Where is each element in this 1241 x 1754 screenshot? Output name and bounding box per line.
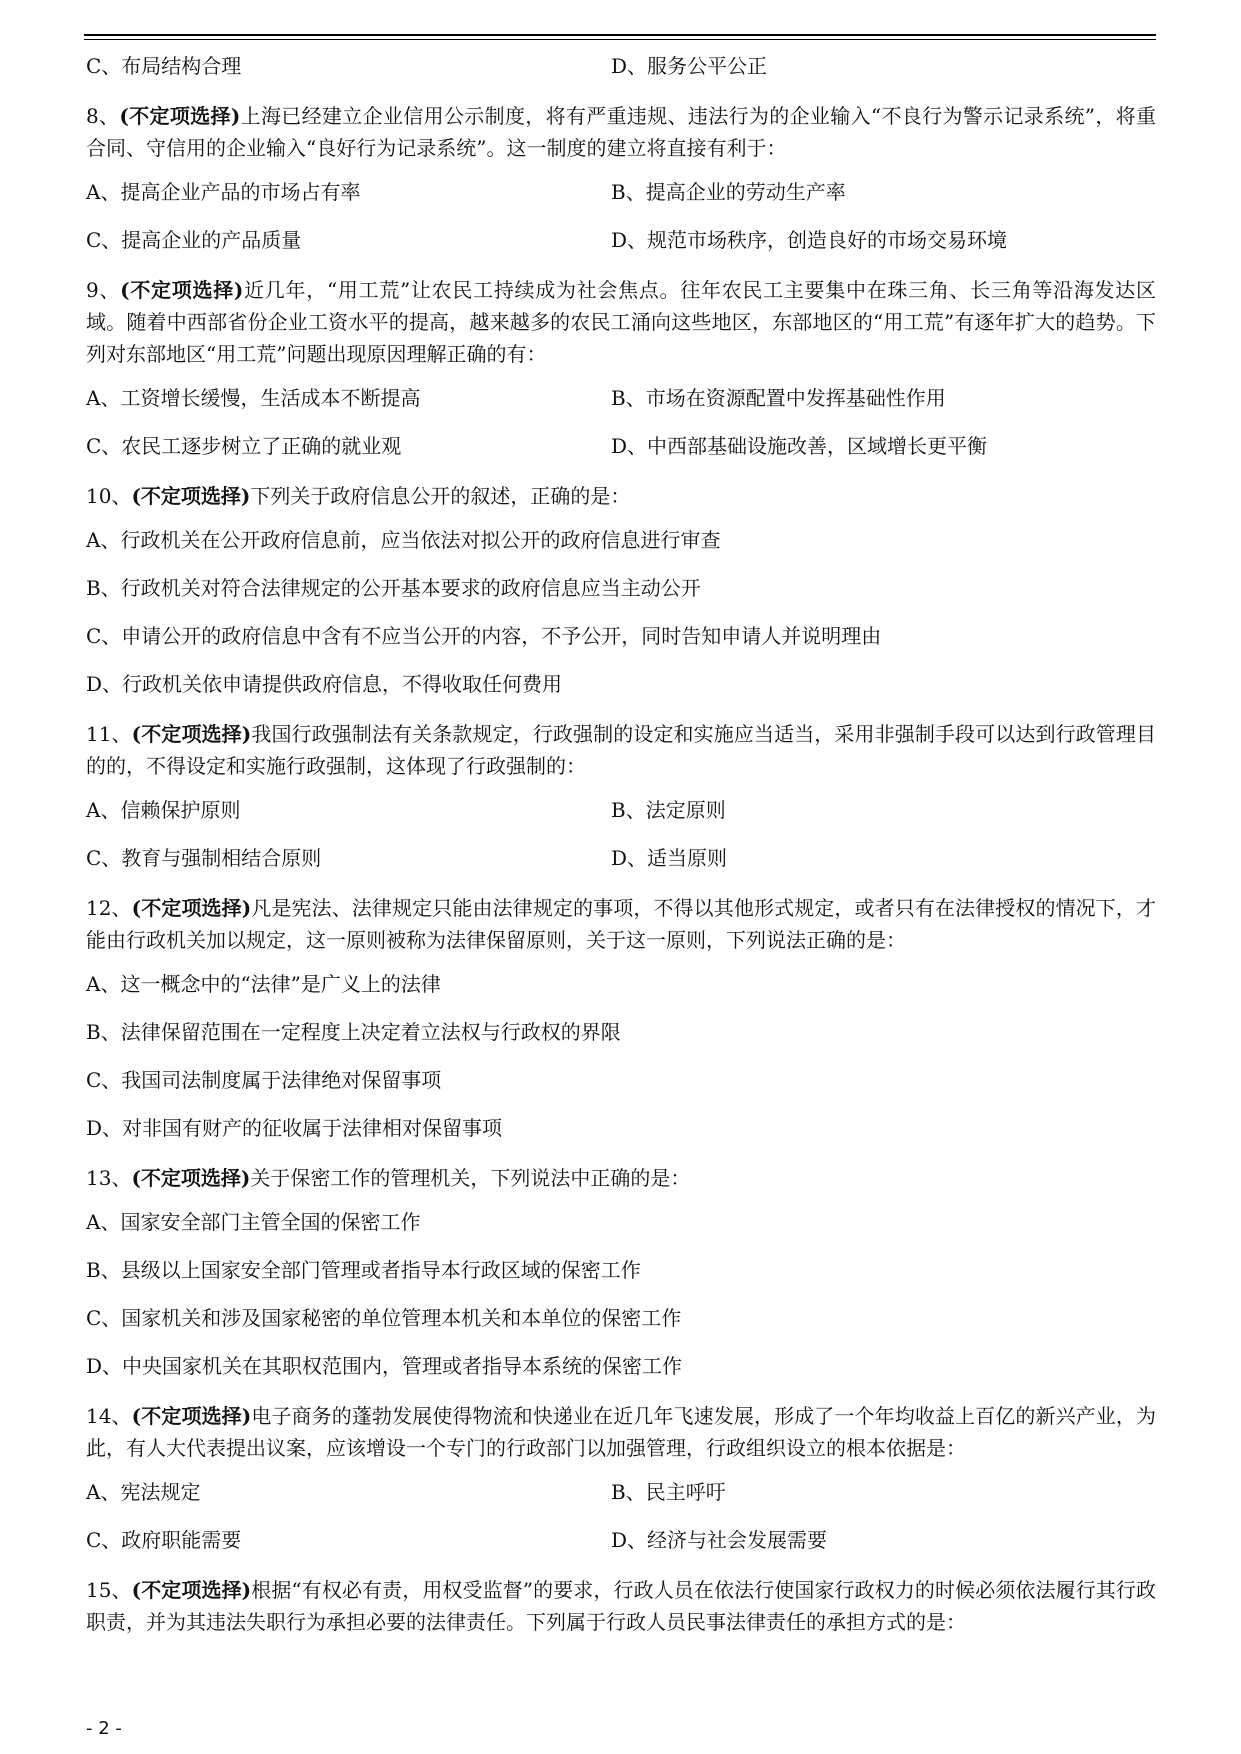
page-number: - 2 -: [86, 1718, 122, 1739]
option-row: C、教育与强制相结合原则 D、适当原则: [86, 846, 728, 870]
question-10: 10、(不定项选择)下列关于政府信息公开的叙述，正确的是：: [86, 484, 631, 508]
option-row: A、宪法规定 B、民主呼吁: [86, 1480, 726, 1504]
option: A、这一概念中的“法律”是广义上的法律: [86, 972, 441, 996]
question-11: 11、(不定项选择)我国行政强制法有关条款规定，行政强制的设定和实施应当适当，采用非强制手段可以达到行政管理目的的，不得设定和实施行政强制，这体现了行政强制的：: [86, 722, 1156, 778]
option-d: D、服务公平公正: [611, 54, 768, 78]
option-row: C、政府职能需要 D、经济与社会发展需要: [86, 1528, 828, 1552]
option-c: C、布局结构合理: [86, 54, 242, 78]
option: B、法律保留范围在一定程度上决定着立法权与行政权的界限: [86, 1020, 621, 1044]
option: A、行政机关在公开政府信息前，应当依法对拟公开的政府信息进行审查: [86, 528, 721, 552]
question-13: 13、(不定项选择)关于保密工作的管理机关，下列说法中正确的是：: [86, 1166, 691, 1190]
option: C、我国司法制度属于法律绝对保留事项: [86, 1068, 442, 1092]
header-rule-thin: [84, 39, 1156, 40]
option-row: A、信赖保护原则 B、法定原则: [86, 798, 726, 822]
question-15: 15、(不定项选择)根据“有权必有责，用权受监督”的要求，行政人员在依法行使国家行政权力的时候必须依法履行其行政职责，并为其违法失职行为承担必要的法律责任。下列属于行政人员民事法律责任的承担方式的是：: [86, 1578, 1156, 1634]
question-9: 9、(不定项选择)近几年，“用工荒”让农民工持续成为社会焦点。往年农民工主要集中在珠三角、长三角等沿海发达区域。随着中西部省份企业工资水平的提高，越来越多的农民工涌向这些地区，东部地区的“用工荒”有逐年扩大的趋势。下列对东部地区“用工荒”问题出现原因理解正确的有：: [86, 278, 1156, 366]
question-8: 8、(不定项选择)上海已经建立企业信用公示制度，将有严重违规、违法行为的企业输入“不良行为警示记录系统”，将重合同、守信用的企业输入“良好行为记录系统”。这一制度的建立将直接有利于：: [86, 104, 1156, 160]
option-row: A、提高企业产品的市场占有率 B、提高企业的劳动生产率: [86, 180, 846, 204]
option: D、对非国有财产的征收属于法律相对保留事项: [86, 1116, 503, 1140]
option: C、申请公开的政府信息中含有不应当公开的内容，不予公开，同时告知申请人并说明理由: [86, 624, 882, 648]
option: B、行政机关对符合法律规定的公开基本要求的政府信息应当主动公开: [86, 576, 701, 600]
question-12: 12、(不定项选择)凡是宪法、法律规定只能由法律规定的事项，不得以其他形式规定，或者只有在法律授权的情况下，才能由行政机关加以规定，这一原则被称为法律保留原则，关于这一原则，下列说法正确的是：: [86, 896, 1156, 952]
option: D、行政机关依申请提供政府信息，不得收取任何费用: [86, 672, 563, 696]
option-row: A、工资增长缓慢，生活成本不断提高 B、市场在资源配置中发挥基础性作用: [86, 386, 946, 410]
option: B、县级以上国家安全部门管理或者指导本行政区域的保密工作: [86, 1258, 641, 1282]
header-rule: [84, 34, 1156, 36]
q7-options-row: [86, 52, 1156, 80]
document-body: [86, 52, 1156, 1652]
option-row: C、提高企业的产品质量 D、规范市场秩序，创造良好的市场交易环境: [86, 228, 1008, 252]
option: D、中央国家机关在其职权范围内，管理或者指导本系统的保密工作: [86, 1354, 683, 1378]
option-row: C、农民工逐步树立了正确的就业观 D、中西部基础设施改善，区域增长更平衡: [86, 434, 988, 458]
option: C、国家机关和涉及国家秘密的单位管理本机关和本单位的保密工作: [86, 1306, 682, 1330]
option: A、国家安全部门主管全国的保密工作: [86, 1210, 421, 1234]
question-14: 14、(不定项选择)电子商务的蓬勃发展使得物流和快递业在近几年飞速发展，形成了一个年均收益上百亿的新兴产业，为此，有人大代表提出议案，应该增设一个专门的行政部门以加强管理，行政组织设立的根本依据是：: [86, 1404, 1156, 1460]
